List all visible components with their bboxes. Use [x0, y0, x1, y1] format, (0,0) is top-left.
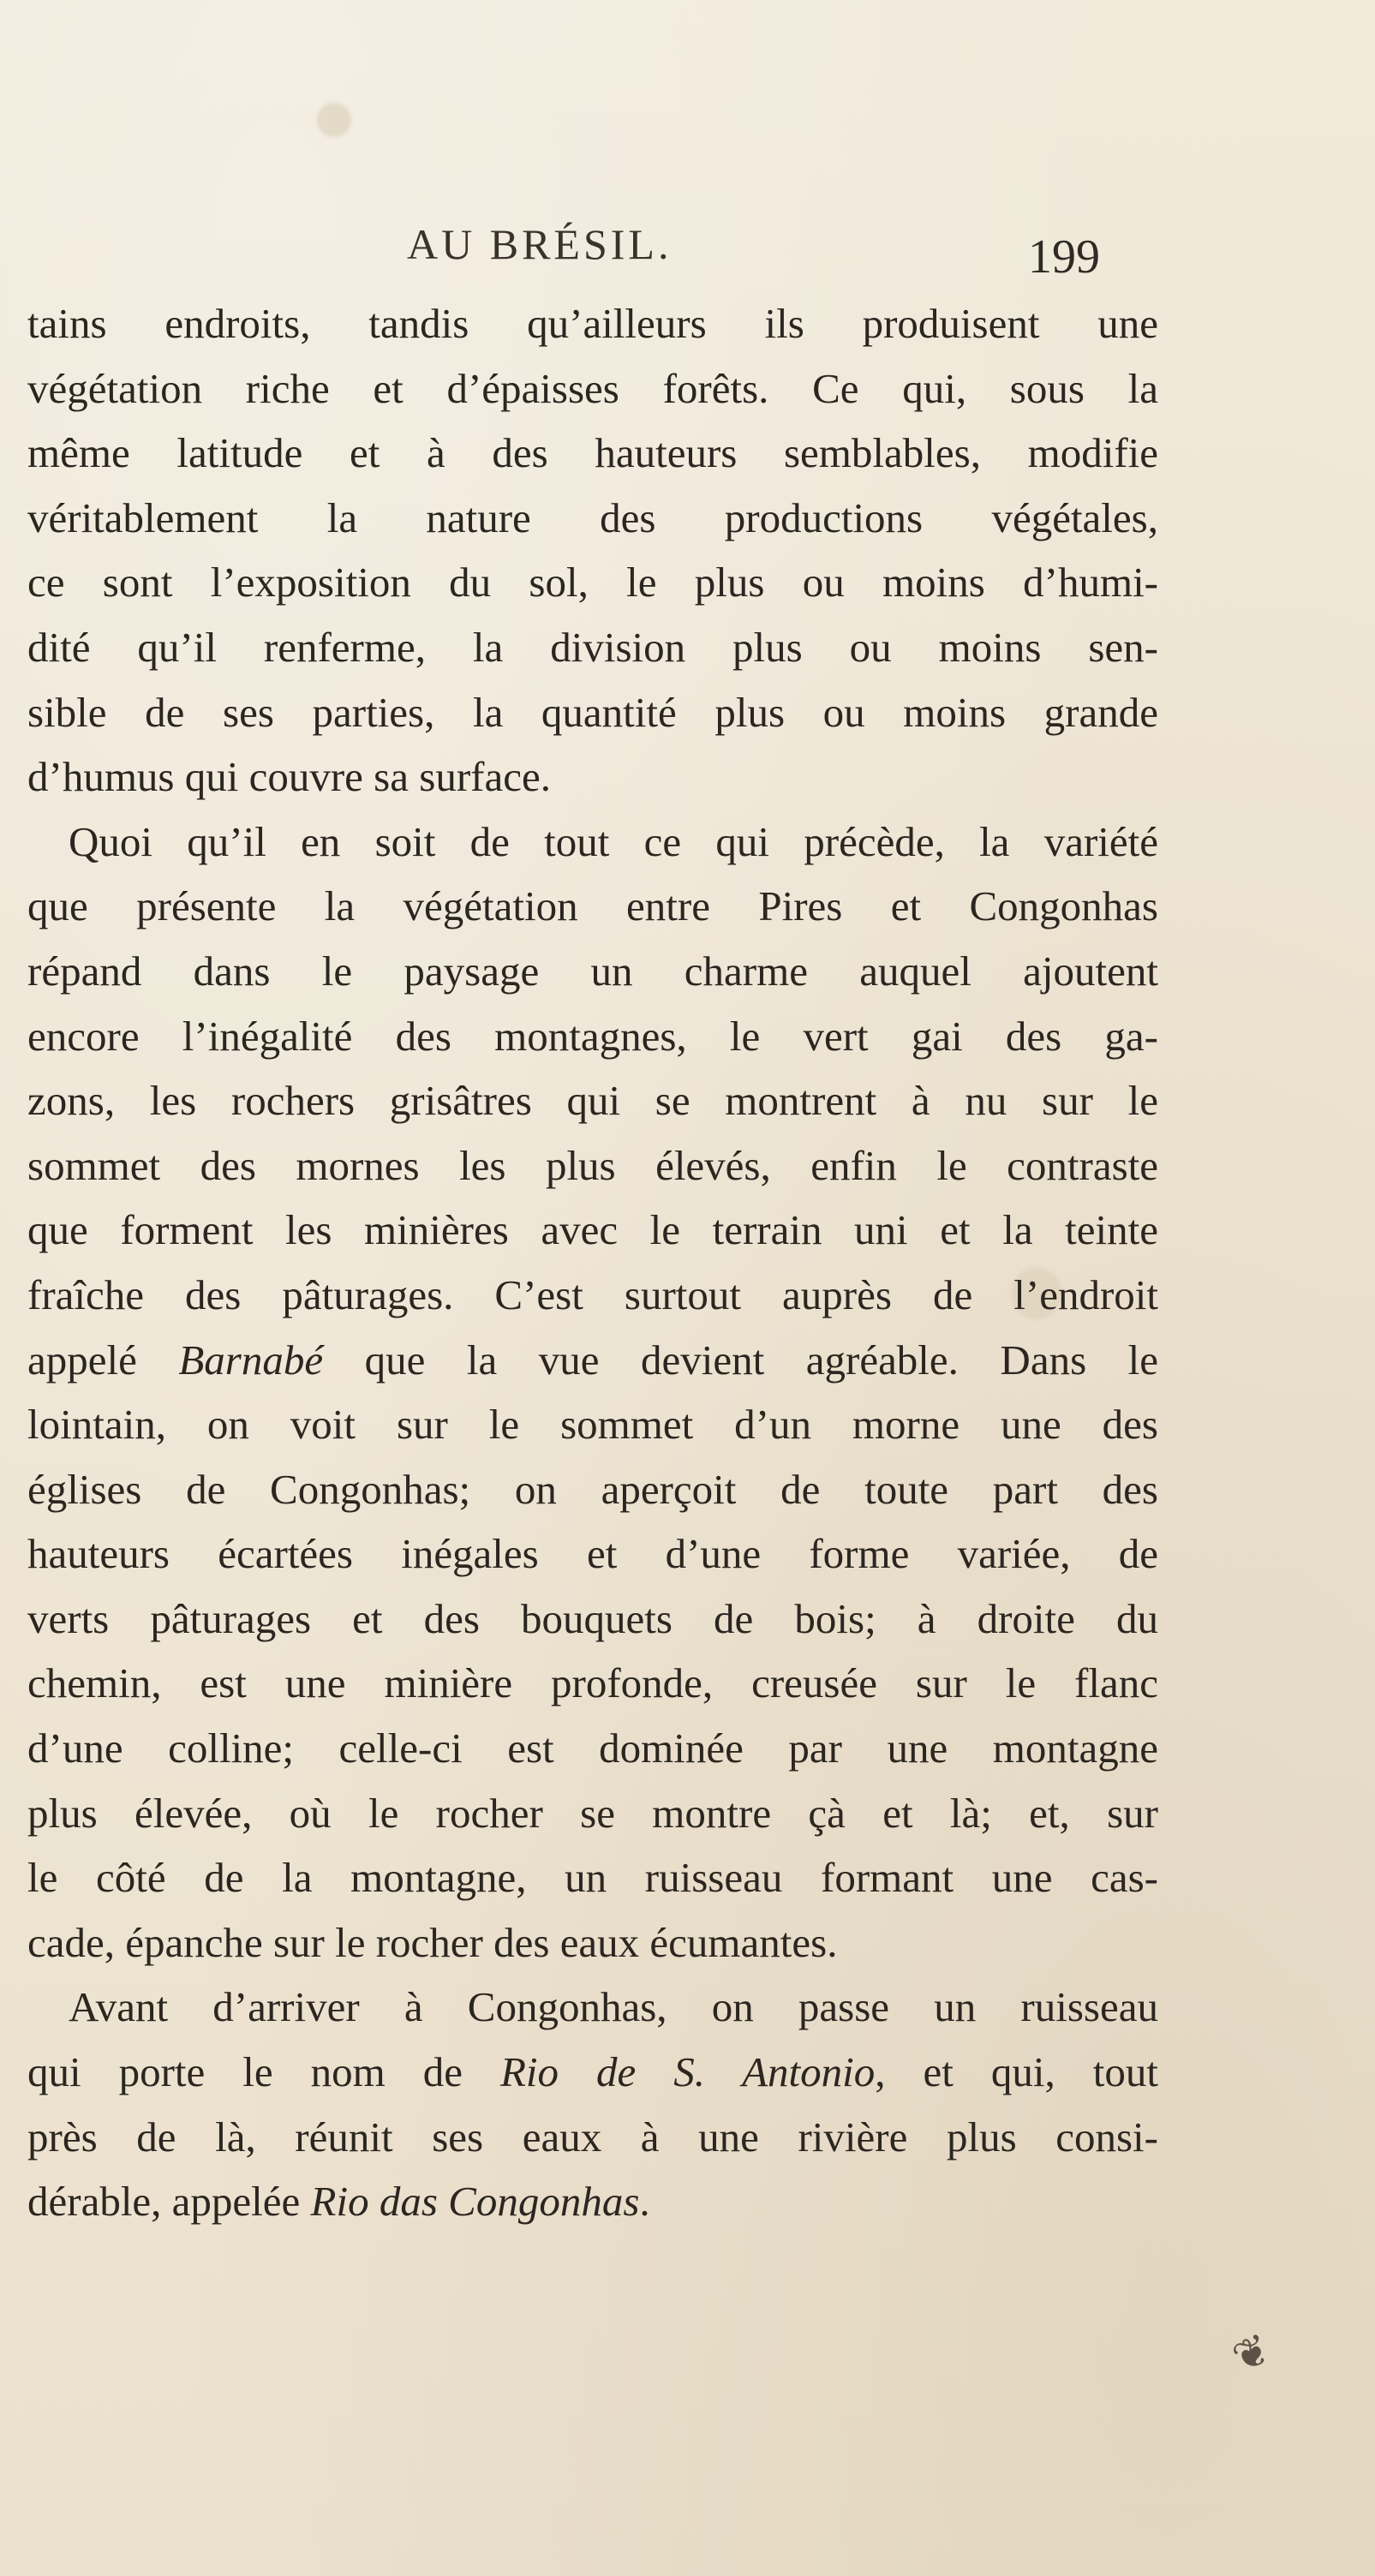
running-title: AU BRÉSIL.: [407, 220, 673, 268]
text-run: appelé: [27, 1336, 179, 1384]
text-line: le côté de la montagne, un ruisseau formant une cas-: [27, 1854, 1158, 1902]
paper-stain: [317, 103, 351, 137]
text-line: chemin, est une minière profonde, creusée sur le flanc: [27, 1659, 1158, 1707]
text-line: plus élevée, où le rocher se montre çà et là; et, sur: [27, 1789, 1158, 1837]
italic-river-name: Rio de S. Antonio: [499, 2048, 876, 2096]
text-line: même latitude et à des hauteurs semblables, modifie: [27, 429, 1158, 477]
text-line: sible de ses parties, la quantité plus ou moins grande: [27, 688, 1158, 736]
text-run: que la vue devient agréable. Dans le: [323, 1336, 1159, 1384]
page-number: 199: [1028, 230, 1100, 284]
body-text: [27, 291, 1158, 2234]
text-run: .: [639, 2178, 650, 2226]
text-line: près de là, réunit ses eaux à une rivière plus consi-: [27, 2113, 1158, 2161]
text-line: fraîche des pâturages. C’est surtout auprès de l’endroit: [27, 1270, 1158, 1318]
text-line: [27, 1328, 1158, 1393]
italic-river-name: Rio das Congonhas: [310, 2178, 640, 2226]
text-line: Avant d’arriver à Congonhas, on passe un ruisseau: [69, 1983, 1158, 2031]
text-line: ce sont l’exposition du sol, le plus ou moins d’humi-: [27, 559, 1158, 607]
text-line: hauteurs écartées inégales et d’une forme variée, de: [27, 1530, 1158, 1578]
italic-place-name: Barnabé: [178, 1336, 324, 1384]
text-line: véritablement la nature des productions végétales,: [27, 493, 1158, 541]
text-line: [27, 2169, 1158, 2234]
text-line: lointain, on voit sur le sommet d’un morne une des: [27, 1401, 1158, 1449]
text-line: encore l’inégalité des montagnes, le vert gai des ga-: [27, 1012, 1158, 1060]
page-header: [0, 214, 1375, 283]
text-line: que présente la végétation entre Pires et Congonhas: [27, 882, 1158, 930]
ink-mark-icon: ❦: [1224, 2322, 1279, 2384]
text-line: églises de Congonhas; on aperçoit de toute part des: [27, 1465, 1158, 1513]
text-run: qui porte le nom de: [27, 2048, 500, 2096]
text-line: sommet des mornes les plus élevés, enfin le contraste: [27, 1141, 1158, 1189]
text-line: Quoi qu’il en soit de tout ce qui précède, la variété: [69, 817, 1158, 865]
text-line: zons, les rochers grisâtres qui se montrent à nu sur le: [27, 1077, 1158, 1125]
text-line: d’humus qui couvre sa surface.: [27, 753, 551, 801]
text-run: , et qui, tout: [875, 2048, 1158, 2096]
text-line: tains endroits, tandis qu’ailleurs ils produisent une: [27, 300, 1158, 347]
text-line: que forment les minières avec le terrain uni et la teinte: [27, 1206, 1158, 1254]
text-line: répand dans le paysage un charme auquel ajoutent: [27, 947, 1158, 995]
text-line: d’une colline; celle-ci est dominée par une montagne: [27, 1724, 1158, 1772]
text-run: dérable, appelée: [27, 2178, 311, 2226]
text-line: dité qu’il renferme, la division plus ou moins sen-: [27, 623, 1158, 671]
text-line: verts pâturages et des bouquets de bois; à droite du: [27, 1594, 1158, 1642]
text-line: végétation riche et d’épaisses forêts. Ce qui, sous la: [27, 364, 1158, 412]
text-line: cade, épanche sur le rocher des eaux écumantes.: [27, 1918, 838, 1966]
text-line: [27, 2040, 1158, 2105]
